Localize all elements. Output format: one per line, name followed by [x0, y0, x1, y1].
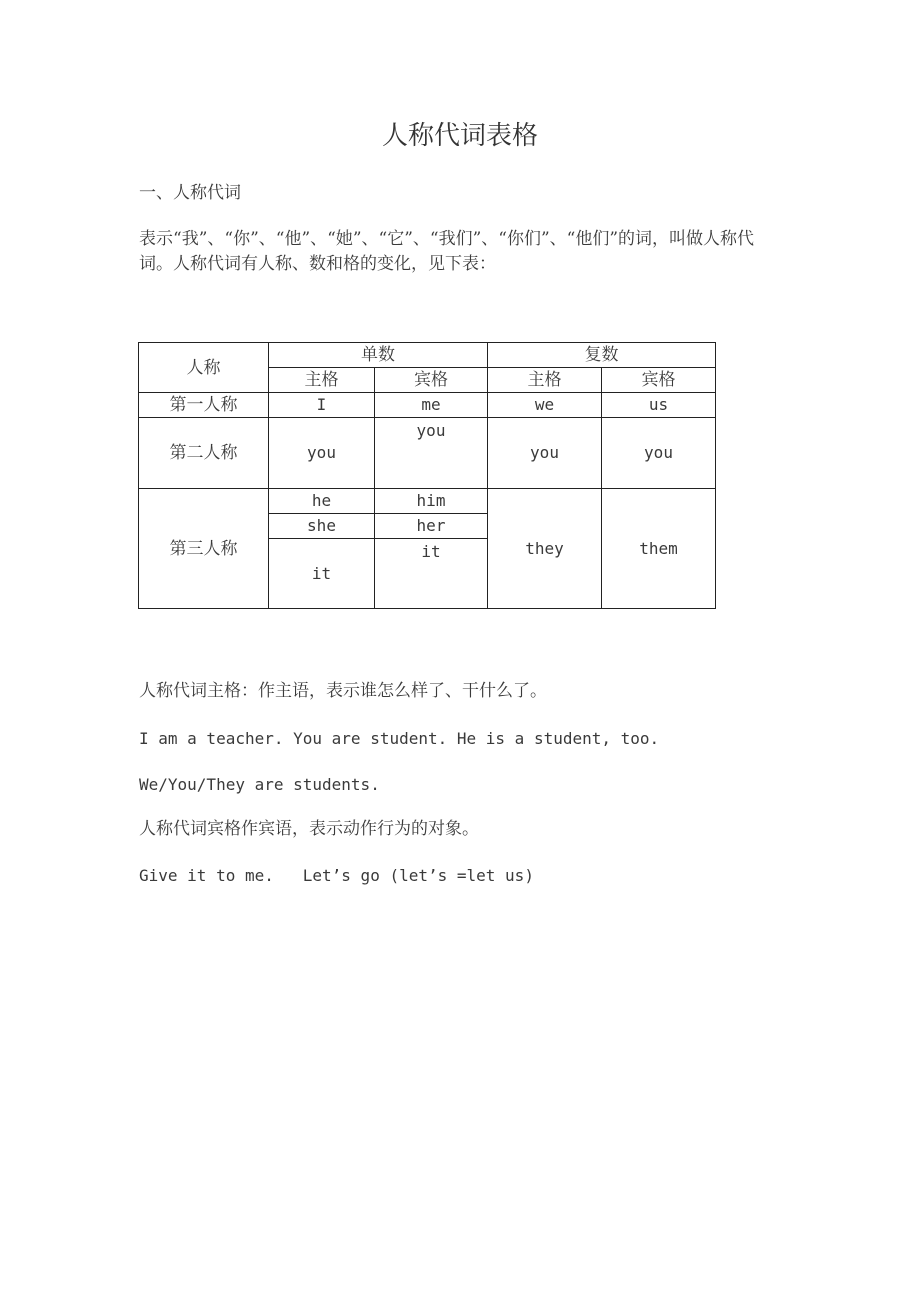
cell-first-pl-nom: we — [488, 393, 602, 418]
cell-third-pl-obj: them — [602, 489, 716, 609]
table-row — [139, 418, 716, 489]
header-plural-objective: 宾格 — [602, 368, 716, 393]
header-singular-nominative: 主格 — [269, 368, 375, 393]
header-plural: 复数 — [488, 343, 716, 368]
cell-first-sg-nom: I — [269, 393, 375, 418]
example-sentence-1: I am a teacher. You are student. He is a student, too. — [139, 729, 660, 748]
page-title: 人称代词表格 — [381, 121, 538, 151]
cell-third-pl-nom: they — [488, 489, 602, 609]
header-person: 人称 — [139, 343, 269, 393]
header-plural-nominative: 主格 — [488, 368, 602, 393]
cell-second-pl-nom: you — [488, 418, 602, 489]
cell-third-sg-nom-she: she — [269, 514, 375, 539]
nominative-rule: 人称代词主格：作主语，表示谁怎么样了、干什么了。 — [139, 681, 547, 701]
section-heading: 一、人称代词 — [139, 183, 241, 203]
cell-third-sg-obj-it: it — [375, 539, 488, 609]
row-label-second-person: 第二人称 — [139, 418, 269, 489]
cell-first-pl-obj: us — [602, 393, 716, 418]
row-label-first-person: 第一人称 — [139, 393, 269, 418]
table-row — [139, 393, 716, 418]
cell-second-sg-obj: you — [375, 418, 488, 489]
cell-third-sg-nom-it: it — [269, 539, 375, 609]
example-sentence-3: Give it to me. Let’s go (let’s =let us) — [139, 866, 534, 885]
pronoun-table — [138, 342, 716, 609]
header-singular: 单数 — [269, 343, 488, 368]
objective-rule: 人称代词宾格作宾语，表示动作行为的对象。 — [139, 819, 479, 839]
header-singular-objective: 宾格 — [375, 368, 488, 393]
cell-third-sg-obj-her: her — [375, 514, 488, 539]
intro-paragraph: 表示“我”、“你”、“他”、“她”、“它”、“我们”、“你们”、“他们”的词，叫做人称代词。人称代词有人称、数和格的变化，见下表： — [139, 229, 755, 274]
cell-third-sg-nom-he: he — [269, 489, 375, 514]
table-row — [139, 489, 716, 514]
row-label-third-person: 第三人称 — [139, 489, 269, 609]
cell-third-sg-obj-him: him — [375, 489, 488, 514]
cell-second-sg-nom: you — [269, 418, 375, 489]
cell-first-sg-obj: me — [375, 393, 488, 418]
cell-second-pl-obj: you — [602, 418, 716, 489]
example-sentence-2: We/You/They are students. — [139, 775, 380, 794]
